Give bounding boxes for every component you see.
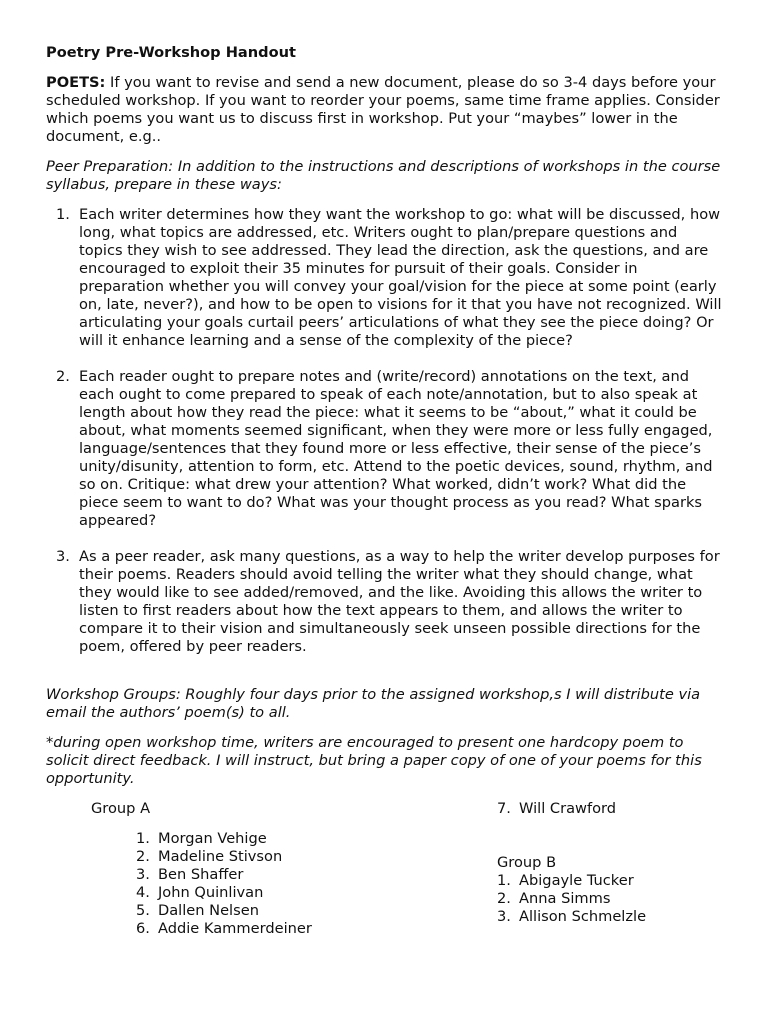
member-name: Abigayle Tucker <box>519 872 634 889</box>
group-a-list <box>136 830 312 938</box>
list-number: 3. <box>56 548 70 565</box>
member-name: Madeline Stivson <box>158 848 283 865</box>
list-number: 5. <box>136 902 150 919</box>
list-number: 2. <box>136 848 150 865</box>
group-a <box>91 800 312 938</box>
group-a-continued <box>497 800 646 818</box>
member-name: Morgan Vehige <box>158 830 267 847</box>
member-name: Addie Kammerdeiner <box>158 920 312 937</box>
list-number: 1. <box>497 872 511 889</box>
member-name: Dallen Nelsen <box>158 902 259 919</box>
list-number: 4. <box>136 884 150 901</box>
list-item <box>46 548 722 656</box>
list-item <box>497 872 646 890</box>
list-item <box>497 800 646 818</box>
member-name: Will Crawford <box>519 800 617 817</box>
list-item <box>46 206 722 350</box>
poets-label: POETS: <box>46 74 106 91</box>
list-item <box>136 866 312 884</box>
group-b-column <box>497 800 646 926</box>
group-b-list <box>497 872 646 926</box>
open-workshop-note: *during open workshop time, writers are encouraged to present one hardcopy poem to solicit direct feedback. I will instruct, but bring a paper copy of one of your poems for this opportunity. <box>46 734 702 787</box>
group-a-label: Group A <box>91 800 151 817</box>
member-name: Allison Schmelzle <box>519 908 647 925</box>
groups-section <box>46 800 722 970</box>
page-title: Poetry Pre-Workshop Handout <box>46 44 297 61</box>
list-number: 3. <box>497 908 511 925</box>
instruction-list <box>46 206 722 656</box>
list-number: 3. <box>136 866 150 883</box>
list-item <box>136 830 312 848</box>
list-item <box>497 890 646 908</box>
list-number: 7. <box>497 800 511 817</box>
peer-preparation: Peer Preparation: In addition to the instructions and descriptions of workshops in the course syllabus, prepare in these ways: <box>46 158 721 193</box>
member-name: Anna Simms <box>519 890 611 907</box>
list-item <box>136 902 312 920</box>
group-b-label: Group B <box>497 854 557 871</box>
list-item <box>136 920 312 938</box>
list-item <box>46 368 722 530</box>
list-item <box>136 884 312 902</box>
list-text: As a peer reader, ask many questions, as a way to help the writer develop purposes for their poems. Readers should avoid telling the writer what they should change, what they would like to see added/removed, and the like. Avoiding this allows the writer to listen to first readers about how the text appears to them, and allows the writer to compare it to their vision and simultaneously seek unseen possible directions for the poem, offered by peer readers. <box>79 548 720 655</box>
list-number: 1. <box>56 206 70 223</box>
member-name: Ben Shaffer <box>158 866 244 883</box>
list-number: 6. <box>136 920 150 937</box>
list-text: Each reader ought to prepare notes and (write/record) annotations on the text, and each ought to come prepared to speak of each note/annotation, but to also speak at length about how they read the piece: what it seems to be “about,” what it could be about, what moments seemed significant, when they were more or less fully engaged, language/sentences that they found more or less effective, their sense of the piece’s unity/disunity, attention to form, etc. Attend to the poetic devices, sound, rhythm, and so on. Critique: what drew your attention? What worked, didn’t work? What did the piece seem to want to do? What was your thought process as you read? What sparks appeared? <box>79 368 713 529</box>
list-text: Each writer determines how they want the workshop to go: what will be discussed, how long, what topics are addressed, etc. Writers ought to plan/prepare questions and topics they wish to see addressed. They lead the direction, ask the questions, and are encouraged to exploit their 35 minutes for pursuit of their goals. Consider in preparation whether you will convey your goal/vision for the piece at some point (early on, late, never?), and how to be open to visions for it that you have not recognized. Will articulating your goals curtail peers’ articulations of what they see the piece doing? Or will it enhance learning and a sense of the complexity of the piece? <box>79 206 722 349</box>
list-number: 2. <box>56 368 70 385</box>
poets-paragraph <box>46 74 722 146</box>
poets-text: If you want to revise and send a new document, please do so 3-4 days before your scheduled workshop. If you want to reorder your poems, same time frame applies. Consider which poems you want us to discuss first in workshop. Put your “maybes” lower in the document, e.g.. <box>46 74 720 145</box>
list-number: 2. <box>497 890 511 907</box>
member-name: John Quinlivan <box>158 884 264 901</box>
list-item <box>136 848 312 866</box>
workshop-groups: Workshop Groups: Roughly four days prior to the assigned workshop,s I will distribute via email the authors’ poem(s) to all. <box>46 686 701 721</box>
list-number: 1. <box>136 830 150 847</box>
list-item <box>497 908 646 926</box>
